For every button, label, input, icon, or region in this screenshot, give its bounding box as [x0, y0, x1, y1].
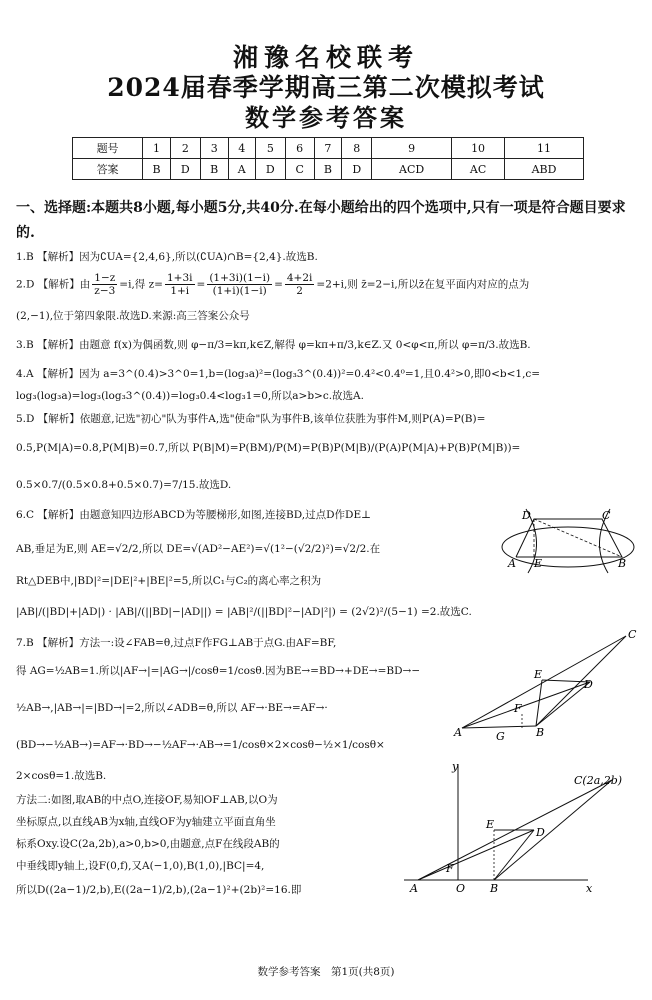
label-a: A: [454, 726, 462, 739]
header-line-2: 2024届春季学期高三第二次模拟考试: [107, 73, 545, 102]
label-c: C: [602, 509, 611, 522]
question-7-method2-line-2: 坐标原点,以直线AB为x轴,直线OF为y轴建立平面直角坐: [16, 816, 276, 828]
label-b: B: [536, 726, 545, 739]
table-cell: 题号: [73, 138, 143, 159]
numerator: (1+3i)(1−i): [209, 272, 271, 284]
label-g: G: [496, 730, 505, 740]
question-7-method2-line-3: 标系Oxy.设C(2a,2b),a>0,b>0,由题意,点F在线段AB的: [16, 838, 280, 850]
question-4-line-1: 4.A 【解析】因为 a=3^(0.4)>3^0=1,b=(log₃a)²=(log₃3^(0.4))²=0.4²<0.4⁰=1,且0.4²>0,即0<b<1,c=: [16, 368, 541, 380]
table-cell: A: [228, 159, 255, 180]
fraction: [207, 272, 272, 297]
header-line-1: 湘豫名校联考: [232, 43, 419, 72]
label-e: E: [486, 818, 495, 831]
answer-table-row-answers: [73, 159, 584, 180]
question-3: 3.B 【解析】由题意 f(x)为偶函数,则 φ−π/3=kπ,k∈Z,解得 φ=kπ+π/3,k∈Z.又 0<φ<π,所以 φ=π/3.故选B.: [16, 339, 531, 351]
answer-table: [72, 137, 584, 180]
denominator: 1+i: [170, 285, 190, 297]
question-5-line-1: 5.D 【解析】依题意,记选"初心"队为事件A,选"使命"队为事件B,该单位获胜为事件M,则P(A)=P(B)=: [16, 413, 486, 425]
question-1: 1.B 【解析】因为∁UA={2,4,6},所以(∁UA)∩B={2,4}.故选B.: [16, 251, 318, 263]
header-line-3: 数学参考答案: [245, 103, 407, 132]
denominator: (1+i)(1−i): [212, 285, 267, 297]
answer-table-row-numbers: [73, 138, 584, 159]
denominator: 2: [296, 285, 303, 297]
question-6-line-4: |AB|/(|BD|+|AD|) · |AB|/(||BD|−|AD||) = |AB|²/(||BD|²−|AD|²|) = (2√2)²/(5−1) =2.故选C.: [16, 606, 472, 618]
trapezoid: [516, 519, 622, 557]
label-e: E: [534, 557, 543, 570]
table-cell: 答案: [73, 159, 143, 180]
ellipse-curve: [502, 527, 634, 567]
table-cell: ABD: [505, 159, 584, 180]
question-6-line-3: Rt△DEB中,|BD|²=|DE|²+|BE|²=5,所以C₁与C₂的离心率之积为: [16, 575, 322, 587]
segment-ed: [542, 680, 590, 682]
section-heading: 一、选择题:本题共8小题,每小题5分,共40分.在每小题给出的四个选项中,只有一项是符合题目要求的.: [16, 200, 626, 241]
table-cell: 8: [342, 138, 372, 159]
segment-bd: [536, 682, 590, 726]
table-cell: 5: [255, 138, 285, 159]
question-7-line-5: 2×cosθ=1.故选B.: [16, 770, 107, 782]
question-7-method2-line-4: 中垂线即y轴上,设F(0,f),又A(−1,0),B(1,0),|BC|=4,: [16, 860, 265, 872]
text-run: =: [196, 278, 206, 291]
question-7-line-4: (BD→−½AB→)=AF→·BD→−½AF→·AB→=1/cosθ×2×cosθ−½×1/cosθ×: [16, 739, 385, 751]
label-d: D: [536, 826, 545, 839]
question-2-line-1: [16, 272, 529, 297]
table-cell: ACD: [372, 159, 452, 180]
segment-bd: [534, 519, 622, 557]
label-f: F: [514, 702, 522, 715]
label-c: C(2a,2b): [574, 774, 623, 787]
question-7-line-1: 7.B 【解析】方法一:设∠FAB=θ,过点F作FG⊥AB于点G.由AF=BF,: [16, 637, 337, 649]
numerator: 1+3i: [166, 272, 193, 284]
table-cell: D: [342, 159, 372, 180]
label-d: D: [522, 509, 531, 522]
fraction: [92, 272, 117, 297]
table-cell: D: [170, 159, 200, 180]
label-b: B: [490, 882, 499, 895]
table-cell: 2: [170, 138, 200, 159]
table-cell: 4: [228, 138, 255, 159]
label-o: O: [456, 882, 466, 895]
fraction: [165, 272, 195, 297]
text-run: =: [274, 278, 283, 291]
question-2-line-2: (2,−1),位于第四象限.故选D.来源:高三答案公众号: [16, 310, 250, 322]
segment-bc: [536, 636, 626, 726]
text-run: =i,得 z=: [119, 278, 163, 291]
table-cell: B: [314, 159, 342, 180]
table-cell: 10: [452, 138, 505, 159]
figure-vector-triangle: [450, 630, 640, 740]
table-cell: C: [285, 159, 314, 180]
segment-ac: [462, 636, 626, 728]
text-run: 2.D 【解析】由: [16, 278, 91, 291]
question-4-line-2: log₃(log₃a)=log₃(log₃3^(0.4))=log₃0.4<log₃1=0,所以a>b>c.故选A.: [16, 390, 364, 402]
label-y: y: [452, 760, 459, 773]
table-cell: AC: [452, 159, 505, 180]
table-cell: D: [255, 159, 285, 180]
denominator: z−3: [94, 285, 116, 297]
table-cell: 1: [143, 138, 171, 159]
table-cell: B: [143, 159, 171, 180]
question-7-method2-line-1: 方法二:如图,取AB的中点O,连接OF,易知OF⊥AB,以O为: [16, 794, 278, 806]
segment-ab: [462, 726, 536, 728]
segment-ad: [418, 830, 534, 880]
question-7-line-3: ½AB→,|AB→|=|BD→|=2,所以∠ADB=θ,所以 AF→·BE→=AF→·: [16, 702, 328, 714]
page-footer: 数学参考答案 第1页(共8页): [257, 966, 395, 978]
numerator: 4+2i: [286, 272, 313, 284]
question-7-line-2: 得 AG=½AB=1.所以|AF→|=|AG→|/cosθ=1/cosθ.因为BE→=BD→+DE→=BD→−: [16, 665, 421, 677]
segment-eb: [536, 680, 542, 726]
segment-ad: [462, 682, 590, 728]
label-d: D: [584, 678, 593, 691]
table-cell: 7: [314, 138, 342, 159]
label-c: C: [628, 630, 637, 641]
label-e: E: [534, 668, 543, 681]
table-cell: B: [200, 159, 228, 180]
question-5-line-2: 0.5,P(M|A)=0.8,P(M|B)=0.7,所以 P(B|M)=P(BM)/P(M)=P(B)P(M|B)/(P(A)P(M|A)+P(B)P(M|B))=: [16, 442, 521, 454]
table-cell: 9: [372, 138, 452, 159]
numerator: 1−z: [94, 272, 116, 284]
label-f: F: [446, 862, 454, 875]
question-5-line-3: 0.5×0.7/(0.5×0.8+0.5×0.7)=7/15.故选D.: [16, 479, 232, 491]
text-run: =2+i,则 z̄=2−i,所以z̄在复平面内对应的点为: [316, 278, 530, 291]
table-cell: 3: [200, 138, 228, 159]
label-a: A: [508, 557, 516, 570]
fraction: [285, 272, 315, 297]
table-cell: 11: [505, 138, 584, 159]
label-a: A: [410, 882, 418, 895]
label-b: B: [618, 557, 627, 570]
figure-ellipse-trapezoid: [498, 505, 638, 575]
question-7-method2-line-5: 所以D((2a−1)/2,b),E((2a−1)/2,b),(2a−1)²+(2b)²=16.即: [16, 884, 302, 896]
question-6-line-1: 6.C 【解析】由题意知四边形ABCD为等腰梯形,如图,连接BD,过点D作DE⊥: [16, 509, 371, 521]
figure-coordinate-diagram: [400, 758, 640, 898]
table-cell: 6: [285, 138, 314, 159]
label-x: x: [586, 882, 593, 895]
question-6-line-2: AB,垂足为E,则 AE=√2/2,所以 DE=√(AD²−AE²)=√(1²−(√2/2)²)=√2/2.在: [16, 543, 381, 555]
